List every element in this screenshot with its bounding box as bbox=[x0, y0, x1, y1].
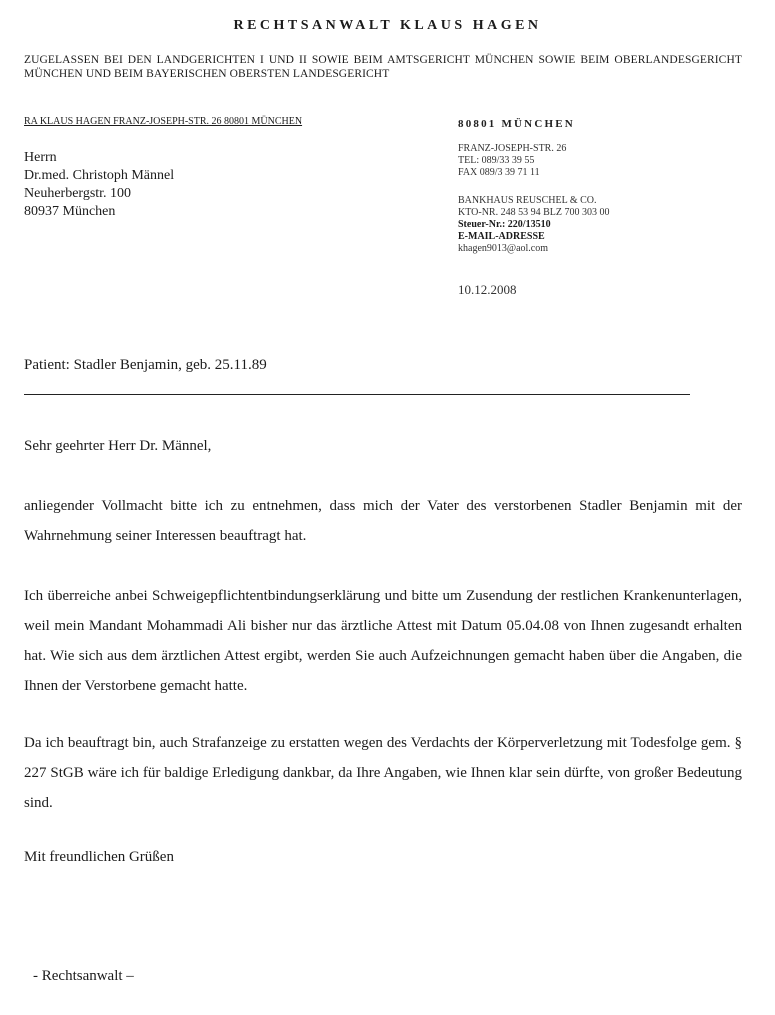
recipient-salutation-line: Herrn bbox=[24, 150, 57, 165]
office-bank-details bbox=[458, 195, 609, 255]
recipient-name: Dr.med. Christoph Männel bbox=[24, 168, 175, 183]
signoff: - Rechtsanwalt – bbox=[33, 968, 134, 984]
recipient-address bbox=[24, 149, 174, 221]
letterhead-subtitle: ZUGELASSEN BEI DEN LANDGERICHTEN I UND II SOWIE BEIM AMTSGERICHT MÜNCHEN SOWIE BEIM OBERLANDESGERICHT MÜNCHEN UND BEIM BAYERISCHEN OBERSTEN LANDESGERICHT bbox=[24, 54, 742, 80]
body-paragraph-1: anliegender Vollmacht bitte ich zu entnehmen, dass mich der Vater des verstorbenen Stadler Benjamin mit der Wahrnehmung seiner Interessen beauftragt hat. bbox=[24, 498, 742, 544]
email-label: E-MAIL-ADRESSE bbox=[458, 231, 545, 242]
closing: Mit freundlichen Grüßen bbox=[24, 849, 174, 865]
office-phone: TEL: 089/33 39 55 bbox=[458, 155, 535, 166]
recipient-city: 80937 München bbox=[24, 204, 116, 219]
letterhead-title: RECHTSANWALT KLAUS HAGEN bbox=[233, 18, 542, 33]
body-paragraph-2: Ich überreiche anbei Schweigepflichtentbindungserklärung und bitte um Zusendung der restlichen Krankenunterlagen, weil mein Mandant Mohammadi Ali bisher nur das ärztliche Attest mit Datum 05.04.08 von Ihnen zugesandt erhalten hat. Wie sich aus dem ärztlichen Attest ergibt, werden Sie auch Aufzeichnungen gemacht haben über die Angaben, die Ihnen der Verstorbene gemacht hatte. bbox=[24, 588, 742, 694]
bank-name: BANKHAUS REUSCHEL & CO. bbox=[458, 195, 597, 206]
letter-date: 10.12.2008 bbox=[458, 282, 517, 297]
email-address: khagen9013@aol.com bbox=[458, 243, 549, 254]
sender-return-address: RA KLAUS HAGEN FRANZ-JOSEPH-STR. 26 80801 MÜNCHEN bbox=[24, 116, 303, 127]
tax-number: Steuer-Nr.: 220/13510 bbox=[458, 219, 551, 230]
recipient-street: Neuherbergstr. 100 bbox=[24, 186, 132, 201]
bank-account: KTO-NR. 248 53 94 BLZ 700 303 00 bbox=[458, 207, 610, 218]
divider bbox=[24, 394, 690, 395]
body-paragraph-3: Da ich beauftragt bin, auch Strafanzeige zu erstatten wegen des Verdachts der Körperverletzung mit Todesfolge gem. § 227 StGB wäre ich für baldige Erledigung dankbar, da Ihre Angaben, wie Ihnen klar sein dürfte, von großer Bedeutung sind. bbox=[24, 735, 742, 811]
office-fax: FAX 089/3 39 71 11 bbox=[458, 167, 540, 178]
salutation: Sehr geehrter Herr Dr. Männel, bbox=[24, 438, 212, 454]
office-city: 80801 MÜNCHEN bbox=[458, 118, 575, 130]
office-street: FRANZ-JOSEPH-STR. 26 bbox=[458, 143, 567, 154]
subject-line: Patient: Stadler Benjamin, geb. 25.11.89 bbox=[24, 357, 267, 373]
office-contact bbox=[458, 143, 566, 179]
